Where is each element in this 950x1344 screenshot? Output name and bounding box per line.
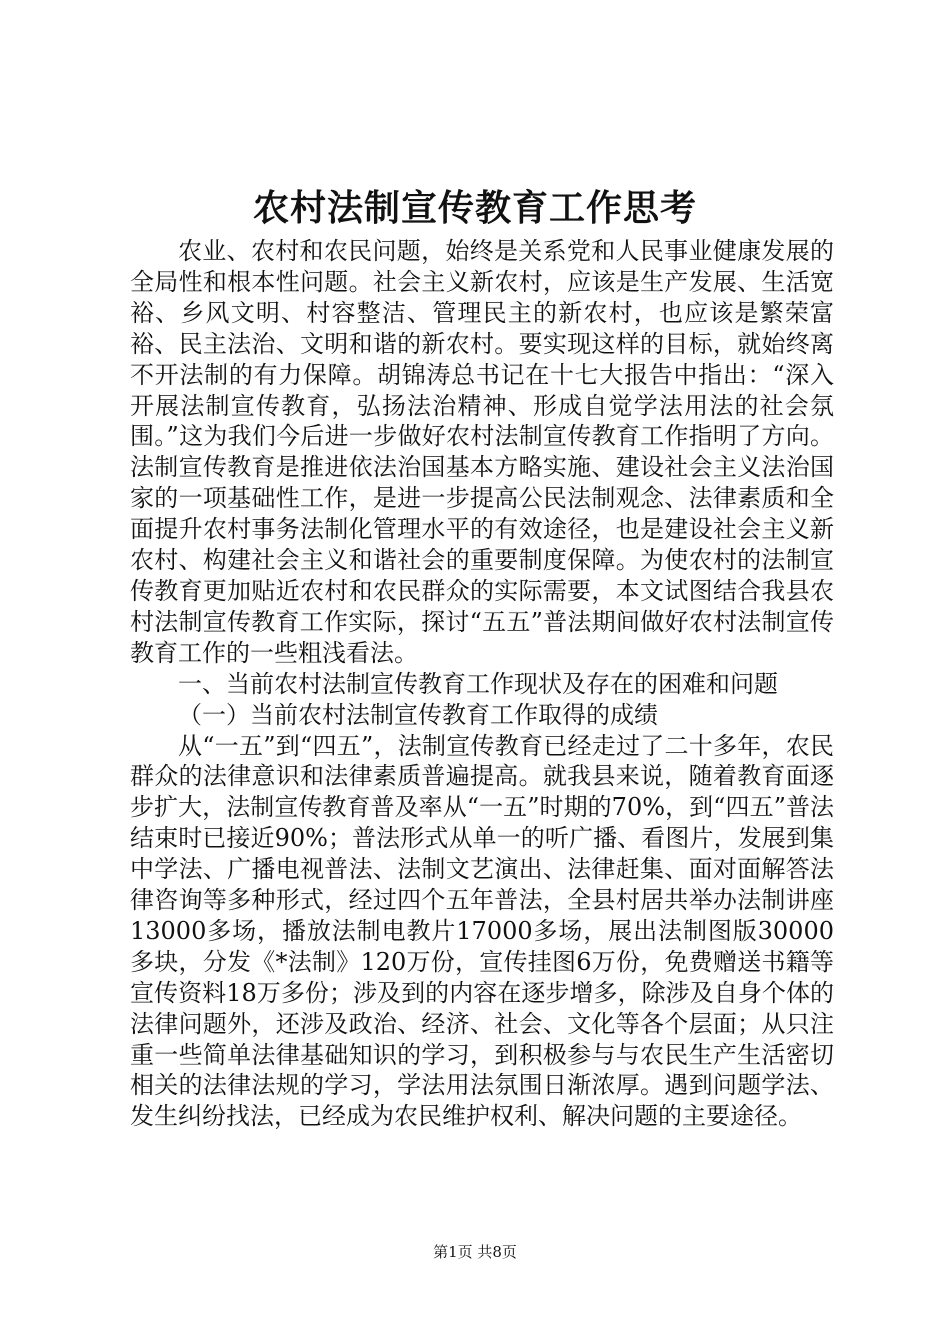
document-title: 农村法制宣传教育工作思考 (252, 187, 697, 229)
page-footer: 第1页 共8页 (433, 1243, 517, 1261)
paragraph-achievements: 从“一五”到“四五”，法制宣传教育已经走过了二十多年，农民群众的法律意识和法律素质普遍提高。就我县来说，随着教育面逐步扩大，法制宣传教育普及率从“一五”时期的70%，到“四五”普法结束时已接近90%；普法形式从单一的听广播、看图片，发展到集中学法、广播电视普法、法制文艺演出、法律赶集、面对面解答法律咨询等多种形式，经过四个五年普法，全县村居共举办法制讲座13000多场，播放法制电教片17000多场，展出法制图版30000多块，分发《*法制》120万份，宣传挂图6万份，免费赠送书籍等宣传资料18万多份；涉及到的内容在逐步增多，除涉及自身个体的法律问题外，还涉及政治、经济、社会、文化等各个层面；从只注重一些简单法律基础知识的学习，到积极参与与农民生产生活密切相关的法律法规的学习，学法用法氛围日渐浓厚。遇到问题学法、发生纠纷找法，已经成为农民维护权利、解决问题的主要途径。 (130, 731, 834, 1131)
paragraph-intro: 农业、农村和农民问题，始终是关系党和人民事业健康发展的全局性和根本性问题。社会主义新农村，应该是生产发展、生活宽裕、乡风文明、村容整洁、管理民主的新农村，也应该是繁荣富裕、民主法治、文明和谐的新农村。要实现这样的目标，就始终离不开法制的有力保障。胡锦涛总书记在十七大报告中指出：“深入开展法制宣传教育，弘扬法治精神、形成自觉学法用法的社会氛围。”这为我们今后进一步做好农村法制宣传教育工作指明了方向。法制宣传教育是推进依法治国基本方略实施、建设社会主义法治国家的一项基础性工作，是进一步提高公民法制观念、法律素质和全面提升农村事务法制化管理水平的有效途径，也是建设社会主义新农村、构建社会主义和谐社会的重要制度保障。为使农村的法制宣传教育更加贴近农村和农民群众的实际需要，本文试图结合我县农村法制宣传教育工作实际，探讨“五五”普法期间做好农村法制宣传教育工作的一些粗浅看法。 (130, 237, 834, 667)
subsection-heading-1-1: （一）当前农村法制宣传教育工作取得的成绩 (178, 700, 658, 729)
document-body (130, 236, 834, 1132)
section-heading-1: 一、当前农村法制宣传教育工作现状及存在的困难和问题 (178, 669, 778, 698)
